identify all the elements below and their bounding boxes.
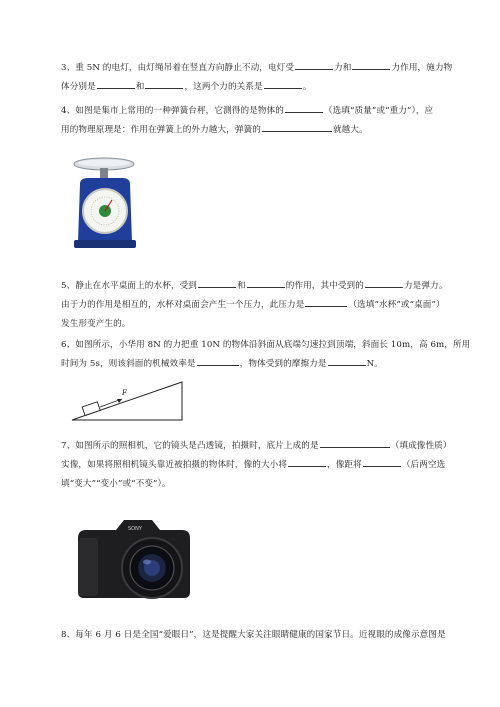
question-6-line-1: 6、如图所示，小华用 8N 的力把重 10N 的物体沿斜面从底端匀速拉到顶端，斜面长 10m，高 6m，所用 [61, 340, 471, 350]
spring-scale-figure [66, 154, 144, 252]
answer-blank[interactable] [285, 103, 323, 113]
question-7-line-2: 实像，如果将照相机镜头靠近被拍摄的物体时，像的大小将 ，像距将 （后两空选 [61, 456, 470, 475]
question-7 [61, 437, 470, 494]
answer-blank[interactable] [145, 79, 183, 89]
question-7-line-1: 7、如图所示的照相机，它的镜头是凸透镜，拍摄时，底片上成的是 （填成像性质） [61, 437, 470, 456]
question-3-line-2: 体分别是 和 ，这两个力的关系是 。 [61, 78, 470, 97]
incline-figure [68, 378, 188, 424]
answer-blank[interactable] [320, 438, 390, 448]
question-5-line-1: 5、静止在水平桌面上的水杯，受到 和 的作用，其中受到的 力是弹力。 [61, 277, 470, 296]
answer-blank[interactable] [262, 122, 332, 132]
question-5-line-3: 发生形变产生的。 [61, 319, 131, 329]
answer-blank[interactable] [247, 278, 285, 288]
question-8 [61, 626, 470, 645]
force-label: F [122, 389, 127, 397]
question-3 [61, 59, 470, 97]
camera-brand: SONY [128, 526, 142, 532]
question-6-line-2: 时间为 5s，则该斜面的机械效率是 ，物体受到的摩擦力是 N。 [61, 355, 470, 374]
question-4-line-1: 4、如图是集市上常用的一种弹簧台秤，它测得的是物体的 （选填“质量”或“重力”），应 [61, 102, 470, 121]
answer-blank[interactable] [305, 297, 347, 307]
question-7-line-3: 填“变大”“变小”或“不变”）。 [61, 479, 171, 489]
camera-figure [70, 508, 200, 603]
answer-blank[interactable] [352, 60, 390, 70]
answer-blank[interactable] [328, 356, 366, 366]
question-3-line-1: 3、重 5N 的电灯，由灯绳吊着在竖直方向静止不动，电灯受 力和 力作用，施力物 [61, 59, 470, 78]
answer-blank[interactable] [198, 278, 236, 288]
question-8-line-1: 8、每年 6 月 6 日是全国“爱眼日”，这是提醒大家关注眼睛健康的国家节日。近视眼的成像示意图是 [61, 630, 446, 640]
answer-blank[interactable] [365, 278, 403, 288]
answer-blank[interactable] [197, 356, 239, 366]
answer-blank[interactable] [97, 79, 135, 89]
question-4-line-2: 用的物理原理是：作用在弹簧上的外力越大，弹簧的 就越大。 [61, 121, 470, 140]
answer-blank[interactable] [295, 60, 333, 70]
question-4 [61, 102, 470, 140]
answer-blank[interactable] [264, 79, 302, 89]
question-5 [61, 277, 470, 334]
answer-blank[interactable] [363, 457, 401, 467]
question-5-line-2: 由于力的作用是相互的，水杯对桌面会产生一个压力，此压力是 （选填“水杯”或“桌面”） [61, 296, 470, 315]
question-6 [61, 336, 470, 374]
answer-blank[interactable] [288, 457, 326, 467]
